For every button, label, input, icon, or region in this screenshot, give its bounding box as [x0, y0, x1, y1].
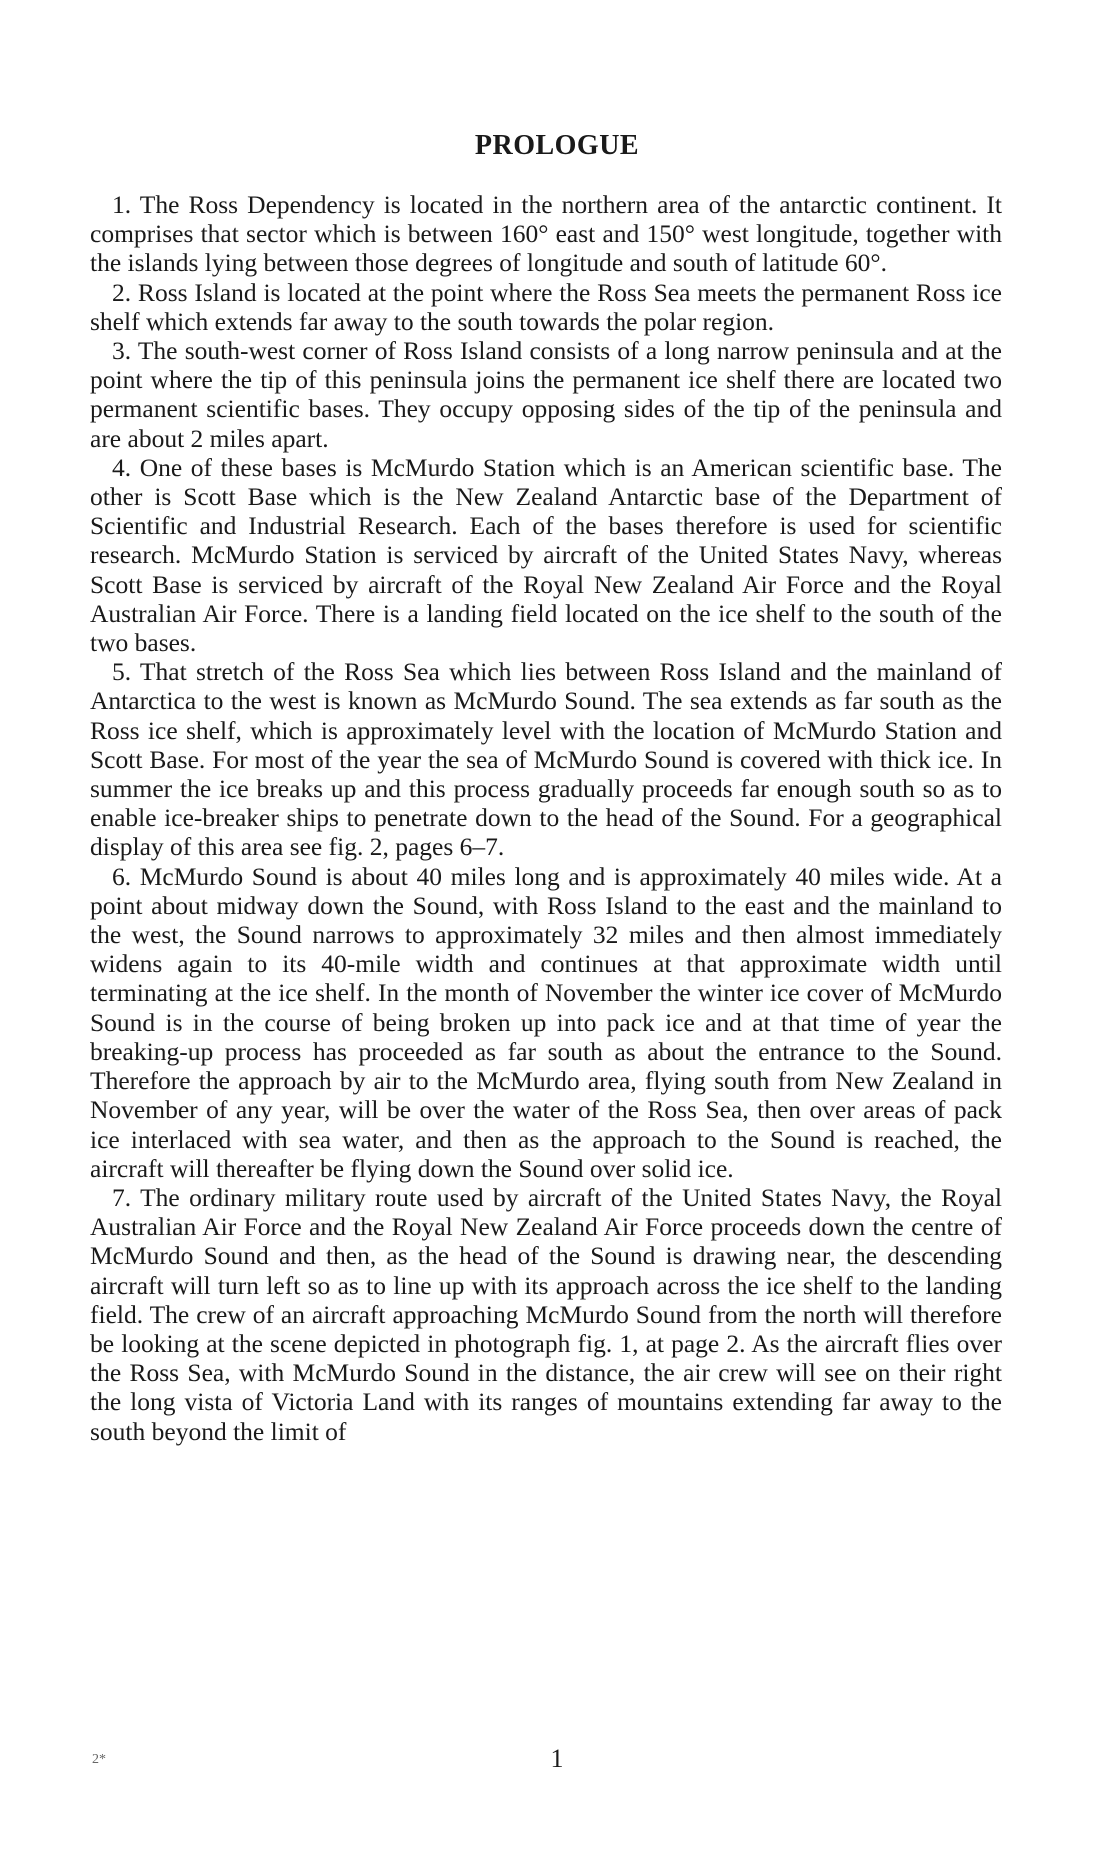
page-number: 1: [550, 1744, 564, 1773]
paragraph-1: 1. The Ross Dependency is located in the northern area of the antarctic continent. It comprises that sector which is between 160° east and 150° west longitude, together with the islands lying between those degrees of longitude and south of latitude 60°.: [90, 190, 1002, 278]
paragraph-7: 7. The ordinary military route used by aircraft of the United States Navy, the Royal Australian Air Force and the Royal New Zealand Air Force proceeds down the centre of McMurdo Sound and then, as the head of the Sound is drawing near, the descending aircraft will turn left so as to line up with its approach across the ice shelf to the landing field. The crew of an aircraft approaching McMurdo Sound from the north will therefore be looking at the scene depicted in photograph fig. 1, at page 2. As the aircraft flies over the Ross Sea, with McMurdo Sound in the distance, the air crew will see on their right the long vista of Victoria Land with its ranges of mountains extending far away to the south beyond the limit of: [90, 1182, 1002, 1446]
body-text: [90, 190, 1002, 1446]
paragraph-4: 4. One of these bases is McMurdo Station which is an American scientific base. The other is Scott Base which is the New Zealand Antarctic base of the Department of Scientific and Industrial Research. Each of the bases therefore is used for scientific research. McMurdo Station is serviced by aircraft of the United States Navy, whereas Scott Base is serviced by aircraft of the Royal New Zealand Air Force and the Royal Australian Air Force. There is a landing field located on the ice shelf to the south of the two bases.: [90, 452, 1002, 658]
paragraph-5: 5. That stretch of the Ross Sea which lies between Ross Island and the mainland of Antarctica to the west is known as McMurdo Sound. The sea extends as far south as the Ross ice shelf, which is approximately level with the location of McMurdo Station and Scott Base. For most of the year the sea of McMurdo Sound is covered with thick ice. In summer the ice breaks up and this process gradually proceeds far enough south so as to enable ice-breaker ships to penetrate down to the head of the Sound. For a geographical display of this area see fig. 2, pages 6–7.: [90, 657, 1002, 862]
paragraph-6: 6. McMurdo Sound is about 40 miles long and is approximately 40 miles wide. At a point about midway down the Sound, with Ross Island to the east and the mainland to the west, the Sound narrows to approximately 32 miles and then almost immediately widens again to its 40-mile width and continues at that approximate width until terminating at the ice shelf. In the month of November the winter ice cover of McMurdo Sound is in the course of being broken up into pack ice and at that time of year the breaking-up process has proceeded as far south as about the entrance to the Sound. Therefore the approach by air to the McMurdo area, flying south from New Zealand in November of any year, will be over the water of the Ross Sea, then over areas of pack ice interlaced with sea water, and then as the approach to the Sound is reached, the aircraft will thereafter be flying down the Sound over solid ice.: [90, 861, 1002, 1183]
printer-signature-mark: 2*: [92, 1752, 106, 1767]
paragraph-2: 2. Ross Island is located at the point where the Ross Sea meets the permanent Ross ice shelf which extends far away to the south towards the polar region.: [90, 277, 1002, 336]
chapter-title: PROLOGUE: [474, 130, 640, 161]
paragraph-3: 3. The south-west corner of Ross Island consists of a long narrow peninsula and at the point where the tip of this peninsula joins the permanent ice shelf there are located two permanent scientific bases. They occupy opposing sides of the tip of the peninsula and are about 2 miles apart.: [90, 336, 1002, 453]
